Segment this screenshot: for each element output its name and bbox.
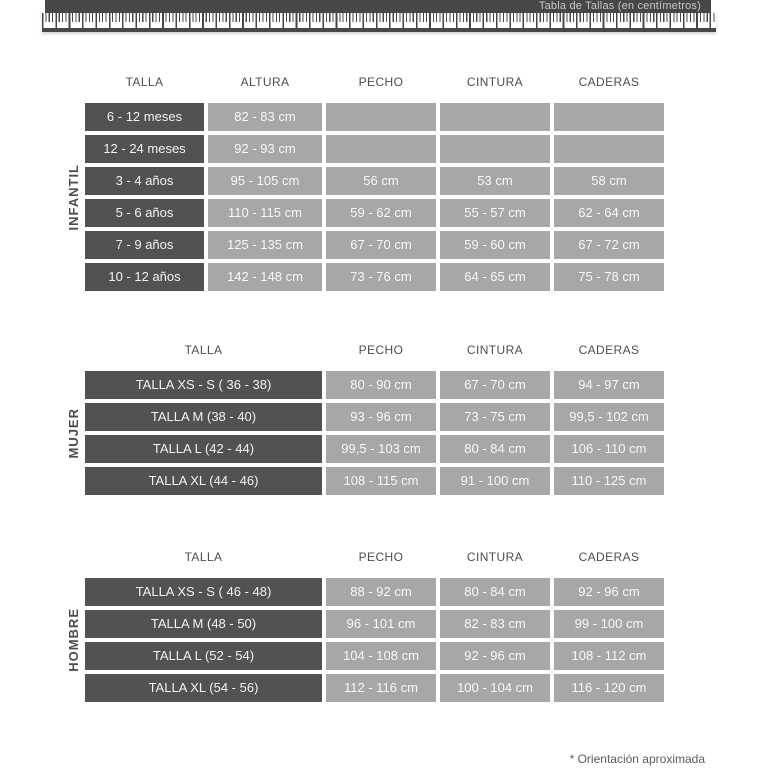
column-header-cintura: CINTURA <box>466 550 524 564</box>
table-body-mujer <box>85 371 664 495</box>
table-body-infantil <box>85 103 664 291</box>
size-label-cell: TALLA XS - S ( 36 - 38) <box>85 371 322 399</box>
page-title: Tabla de Tallas (en centímetros) <box>538 0 701 12</box>
measure-cell <box>440 135 550 163</box>
measure-cell: 108 - 115 cm <box>326 467 436 495</box>
measure-cell: 142 - 148 cm <box>208 263 322 291</box>
measure-cell: 91 - 100 cm <box>440 467 550 495</box>
size-label-cell: 10 - 12 años <box>85 263 204 291</box>
measure-cell: 80 - 84 cm <box>440 578 550 606</box>
size-label-cell: TALLA L (42 - 44) <box>85 435 322 463</box>
column-header-row <box>85 74 770 90</box>
measure-cell: 116 - 120 cm <box>554 674 664 702</box>
measure-cell: 99,5 - 103 cm <box>326 435 436 463</box>
measure-cell: 95 - 105 cm <box>208 167 322 195</box>
measure-cell: 82 - 83 cm <box>208 103 322 131</box>
size-label-cell: TALLA XS - S ( 46 - 48) <box>85 578 322 606</box>
measure-cell: 59 - 60 cm <box>440 231 550 259</box>
measure-cell: 82 - 83 cm <box>440 610 550 638</box>
column-header-row <box>85 342 770 358</box>
measure-cell: 110 - 125 cm <box>554 467 664 495</box>
measure-cell: 96 - 101 cm <box>326 610 436 638</box>
size-table-infantil <box>61 74 770 291</box>
measure-cell: 73 - 75 cm <box>440 403 550 431</box>
measure-cell <box>326 103 436 131</box>
size-table-hombre <box>61 549 770 702</box>
measure-cell: 67 - 70 cm <box>326 231 436 259</box>
column-header-cintura: CINTURA <box>466 75 524 89</box>
column-header-talla: TALLA <box>184 550 223 564</box>
measure-cell: 99,5 - 102 cm <box>554 403 664 431</box>
measure-cell: 104 - 108 cm <box>326 642 436 670</box>
section-label-infantil: INFANTIL <box>65 163 81 231</box>
size-label-cell: 5 - 6 años <box>85 199 204 227</box>
measuring-tape-ruler-icon <box>42 13 716 32</box>
measure-cell: 88 - 92 cm <box>326 578 436 606</box>
measure-cell: 58 cm <box>554 167 664 195</box>
measure-cell: 92 - 96 cm <box>554 578 664 606</box>
measure-cell: 67 - 70 cm <box>440 371 550 399</box>
measure-cell: 110 - 115 cm <box>208 199 322 227</box>
column-header-caderas: CADERAS <box>578 75 640 89</box>
column-header-caderas: CADERAS <box>578 550 640 564</box>
measure-cell: 108 - 112 cm <box>554 642 664 670</box>
measure-cell: 92 - 96 cm <box>440 642 550 670</box>
size-label-cell: TALLA M (38 - 40) <box>85 403 322 431</box>
column-header-pecho: PECHO <box>358 75 404 89</box>
measure-cell: 56 cm <box>326 167 436 195</box>
size-label-cell: TALLA M (48 - 50) <box>85 610 322 638</box>
measure-cell: 106 - 110 cm <box>554 435 664 463</box>
size-label-cell: 12 - 24 meses <box>85 135 204 163</box>
measure-cell <box>554 135 664 163</box>
measure-cell <box>440 103 550 131</box>
measure-cell: 112 - 116 cm <box>326 674 436 702</box>
measure-cell: 59 - 62 cm <box>326 199 436 227</box>
size-label-cell: TALLA L (52 - 54) <box>85 642 322 670</box>
column-header-talla: TALLA <box>125 75 164 89</box>
measure-cell: 67 - 72 cm <box>554 231 664 259</box>
column-header-talla: TALLA <box>184 343 223 357</box>
size-label-cell: 6 - 12 meses <box>85 103 204 131</box>
measure-cell: 80 - 84 cm <box>440 435 550 463</box>
size-label-cell: 7 - 9 años <box>85 231 204 259</box>
measure-cell: 53 cm <box>440 167 550 195</box>
measure-cell <box>326 135 436 163</box>
section-label-mujer: MUJER <box>65 407 81 459</box>
measure-cell: 92 - 93 cm <box>208 135 322 163</box>
size-label-cell: TALLA XL (44 - 46) <box>85 467 322 495</box>
measure-cell: 55 - 57 cm <box>440 199 550 227</box>
measure-cell: 73 - 76 cm <box>326 263 436 291</box>
section-label-hombre: HOMBRE <box>65 608 81 672</box>
size-label-cell: 3 - 4 años <box>85 167 204 195</box>
measure-cell: 80 - 90 cm <box>326 371 436 399</box>
column-header-row <box>85 549 770 565</box>
column-header-caderas: CADERAS <box>578 343 640 357</box>
column-header-altura: ALTURA <box>240 75 290 89</box>
measure-cell: 93 - 96 cm <box>326 403 436 431</box>
measure-cell: 94 - 97 cm <box>554 371 664 399</box>
table-body-hombre <box>85 578 664 702</box>
footnote: * Orientación aproximada <box>569 752 705 766</box>
measure-cell: 99 - 100 cm <box>554 610 664 638</box>
measure-cell: 64 - 65 cm <box>440 263 550 291</box>
measure-cell: 75 - 78 cm <box>554 263 664 291</box>
measure-cell: 62 - 64 cm <box>554 199 664 227</box>
title-bar <box>45 0 711 13</box>
size-label-cell: TALLA XL (54 - 56) <box>85 674 322 702</box>
column-header-pecho: PECHO <box>358 550 404 564</box>
measure-cell: 125 - 135 cm <box>208 231 322 259</box>
measure-cell: 100 - 104 cm <box>440 674 550 702</box>
column-header-pecho: PECHO <box>358 343 404 357</box>
measure-cell <box>554 103 664 131</box>
size-table-mujer <box>61 342 770 495</box>
column-header-cintura: CINTURA <box>466 343 524 357</box>
